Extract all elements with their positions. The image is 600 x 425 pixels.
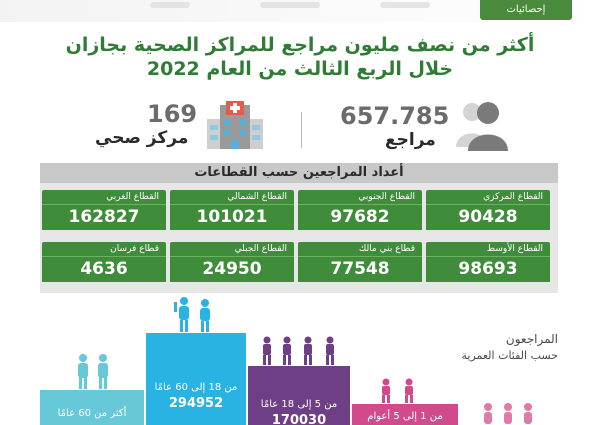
sector-value: 90428 <box>426 204 550 230</box>
age-bar-label: من 18 إلى 60 عامًا <box>154 382 238 393</box>
age-bar-value: 170030 <box>271 413 327 425</box>
centers-count: 169 <box>147 100 198 128</box>
stats-divider <box>301 112 302 148</box>
sector-name: قطاع بني مالك <box>298 242 422 256</box>
age-bar-5-18 <box>248 366 350 425</box>
sector-name: قطاع فرسان <box>42 242 166 256</box>
sector-value: 4636 <box>42 256 166 282</box>
age-bar-label: من 5 إلى 18 عامًا <box>260 399 338 410</box>
sector-card <box>298 190 422 230</box>
sector-card <box>170 242 294 282</box>
sector-value: 97682 <box>298 204 422 230</box>
sector-value: 162827 <box>42 204 166 230</box>
sector-card <box>298 242 422 282</box>
sector-name: القطاع الشمالي <box>170 190 294 204</box>
decorative-shape <box>380 2 430 8</box>
visitors-count: 657.785 <box>340 102 450 130</box>
age-bar-18-60 <box>146 333 246 425</box>
sector-value: 77548 <box>298 256 422 282</box>
sector-name: القطاع الجنوبي <box>298 190 422 204</box>
age-bar-1-5 <box>352 404 458 425</box>
decorative-shape <box>260 2 320 8</box>
hospital-icon <box>205 99 265 151</box>
infants-icon <box>480 402 540 424</box>
age-bar-label: أكثر من 60 عامًا <box>57 408 127 419</box>
decorative-shape <box>150 2 190 8</box>
centers-label: مركز صحي <box>95 128 189 148</box>
sector-card <box>426 242 550 282</box>
age-bar-label: من 1 إلى 5 أعوام <box>367 411 443 422</box>
headline-line-1: أكثر من نصف مليون مراجع للمراكز الصحية بجازان <box>65 34 535 56</box>
toddlers-icon <box>376 378 422 404</box>
elderly-people-icon <box>72 353 116 389</box>
sectors-heading: أعداد المراجعين حسب القطاعات <box>40 163 558 183</box>
sector-card <box>426 190 550 230</box>
sector-value: 24950 <box>170 256 294 282</box>
sector-card <box>42 190 166 230</box>
sector-name: القطاع الجبلي <box>170 242 294 256</box>
age-title-line-1: المراجعون <box>505 332 558 346</box>
people-icon <box>452 99 516 151</box>
sector-card <box>170 190 294 230</box>
sector-value: 101021 <box>170 204 294 230</box>
sector-name: القطاع الأوسط <box>426 242 550 256</box>
children-icon <box>258 336 344 366</box>
adults-icon <box>172 296 218 332</box>
sector-card <box>42 242 166 282</box>
age-bar-60-plus <box>40 390 144 425</box>
category-tag: إحصائيات <box>480 0 572 20</box>
sector-name: القطاع المركزي <box>426 190 550 204</box>
visitors-label: مراجع <box>385 130 436 150</box>
headline-line-2: خلال الربع الثالث من العام 2022 <box>146 58 454 80</box>
age-title-line-2: حسب الفئات العمرية <box>461 349 558 362</box>
sector-value: 98693 <box>426 256 550 282</box>
age-bar-value: 294952 <box>168 396 224 411</box>
sector-name: القطاع الغربي <box>42 190 166 204</box>
sectors-panel <box>40 183 558 293</box>
